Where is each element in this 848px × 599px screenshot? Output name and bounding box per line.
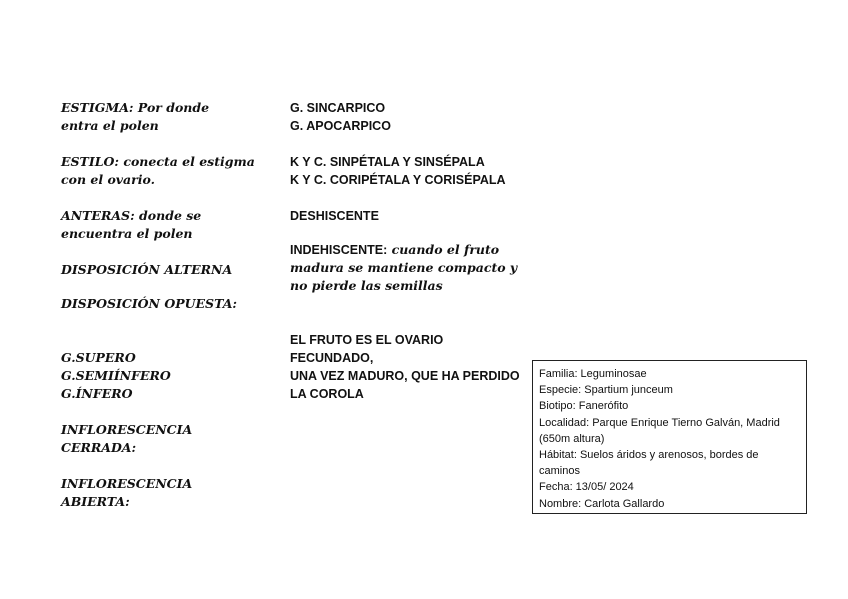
anteras-entry: ANTERAS: donde se encuentra el polen bbox=[61, 208, 202, 241]
label-biotipo: Biotipo: Fanerófito bbox=[539, 400, 629, 413]
estigma-entry: ESTIGMA: Por donde entra el polen bbox=[61, 100, 210, 133]
gineceo-entry: G. SINCARPICO G. APOCARPICO bbox=[290, 101, 391, 133]
estilo-entry: ESTILO: conecta el estigma con el ovario. bbox=[61, 154, 255, 187]
inflorescencia-abierta-entry: INFLORESCENCIA ABIERTA: bbox=[61, 476, 193, 509]
dehiscente-entry: DESHISCENTE bbox=[290, 209, 379, 223]
middle-column bbox=[290, 99, 530, 403]
inflorescencia-cerrada-entry: INFLORESCENCIA CERRADA: bbox=[61, 422, 193, 455]
disposicion-alterna-entry: DISPOSICIÓN ALTERNA bbox=[61, 262, 233, 277]
caliz-corola-entry: K Y C. SINPÉTALA Y SINSÉPALA K Y C. CORIPÉTALA Y CORISÉPALA bbox=[290, 155, 506, 187]
label-especie: Especie: Spartium junceum bbox=[539, 384, 673, 397]
indehiscente-term: INDEHISCENTE: bbox=[290, 243, 388, 257]
label-habitat: Hábitat: Suelos áridos y arenosos, bordes de caminos bbox=[539, 449, 759, 478]
specimen-label bbox=[532, 360, 807, 514]
fruto-entry: EL FRUTO ES EL OVARIO FECUNDADO, UNA VEZ MADURO, QUE HA PERDIDO LA COROLA bbox=[290, 333, 520, 401]
label-fecha: Fecha: 13/05/ 2024 bbox=[539, 481, 634, 494]
disposicion-opuesta-entry: DISPOSICIÓN OPUESTA: bbox=[61, 296, 238, 311]
label-localidad: Localidad: Parque Enrique Tierno Galván, Madrid (650m altura) bbox=[539, 416, 780, 445]
label-nombre: Nombre: Carlota Gallardo bbox=[539, 497, 665, 510]
gineceo-position-entry: G.SUPERO G.SEMIÍNFERO G.ÍNFERO bbox=[61, 350, 171, 401]
indehiscente-entry bbox=[290, 241, 530, 295]
indehiscente-definition: cuando el fruto madura se mantiene compacto y no pierde las semillas bbox=[290, 242, 518, 293]
left-column bbox=[61, 99, 271, 511]
label-familia: Familia: Leguminosae bbox=[539, 368, 647, 380]
